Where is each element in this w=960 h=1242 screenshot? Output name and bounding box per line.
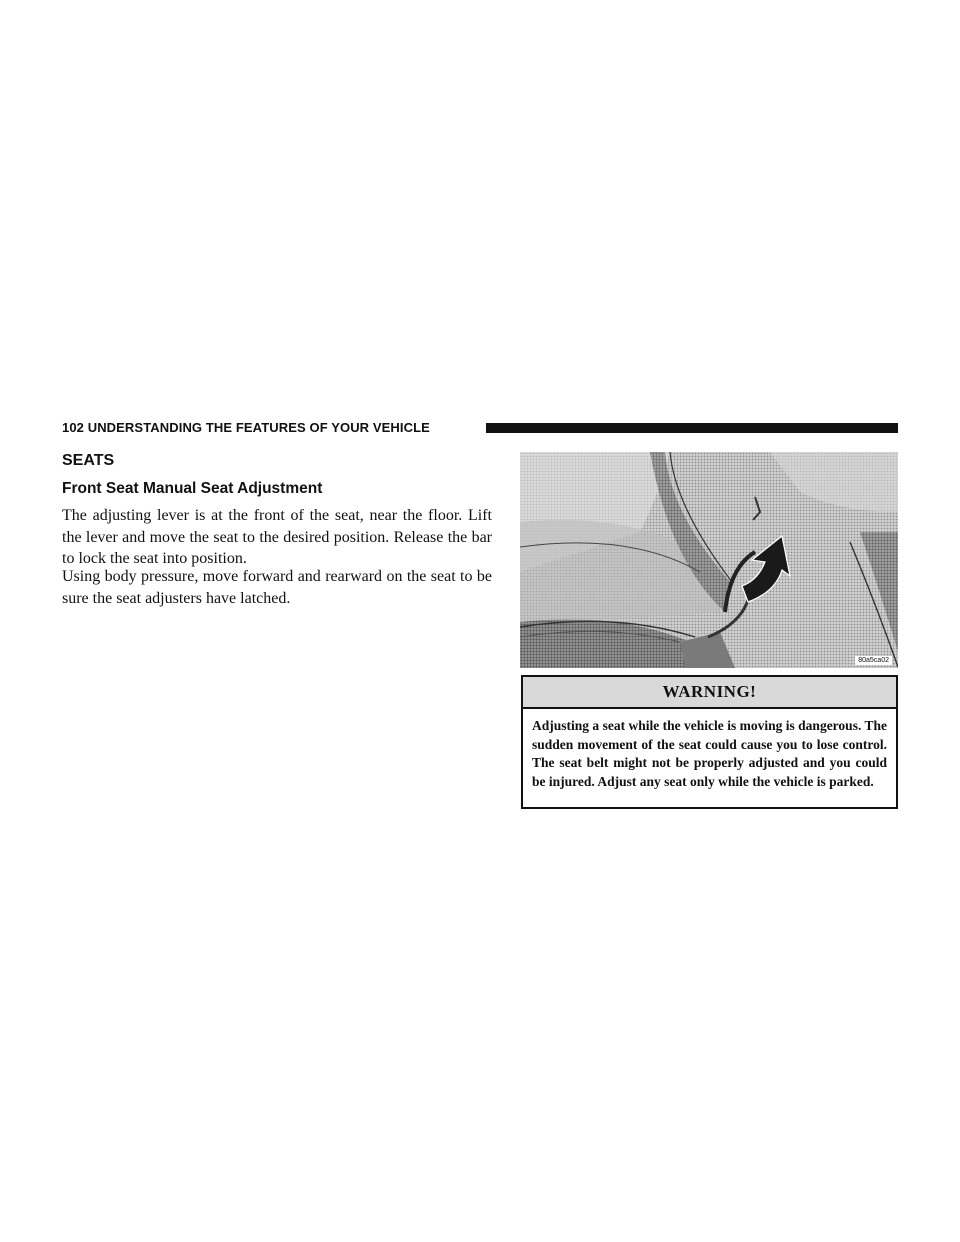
seat-adjustment-illustration: [520, 452, 898, 668]
body-paragraph-1: The adjusting lever is at the front of the seat, near the floor. Lift the lever and move the seat to the desired position. Release the bar to lock the seat into position.: [62, 507, 492, 567]
section-title: SEATS: [62, 452, 115, 469]
warning-body: Adjusting a seat while the vehicle is moving is dangerous. The sudden movement of the seat could cause you to lose control. The seat belt might not be properly adjusted and you could be injured. Adjust any seat only while the vehicle is parked.: [532, 718, 887, 789]
subsection-title: Front Seat Manual Seat Adjustment: [62, 480, 323, 497]
warning-box: [521, 675, 898, 809]
warning-title: WARNING!: [523, 677, 896, 709]
header-rule: [486, 423, 898, 433]
body-paragraph-2: Using body pressure, move forward and rearward on the seat to be sure the seat adjusters have latched.: [62, 568, 492, 607]
figure-code: 80a5ca02: [855, 656, 892, 665]
page-header-text: 102 UNDERSTANDING THE FEATURES OF YOUR VEHICLE: [62, 420, 430, 435]
page-header: [62, 418, 898, 440]
